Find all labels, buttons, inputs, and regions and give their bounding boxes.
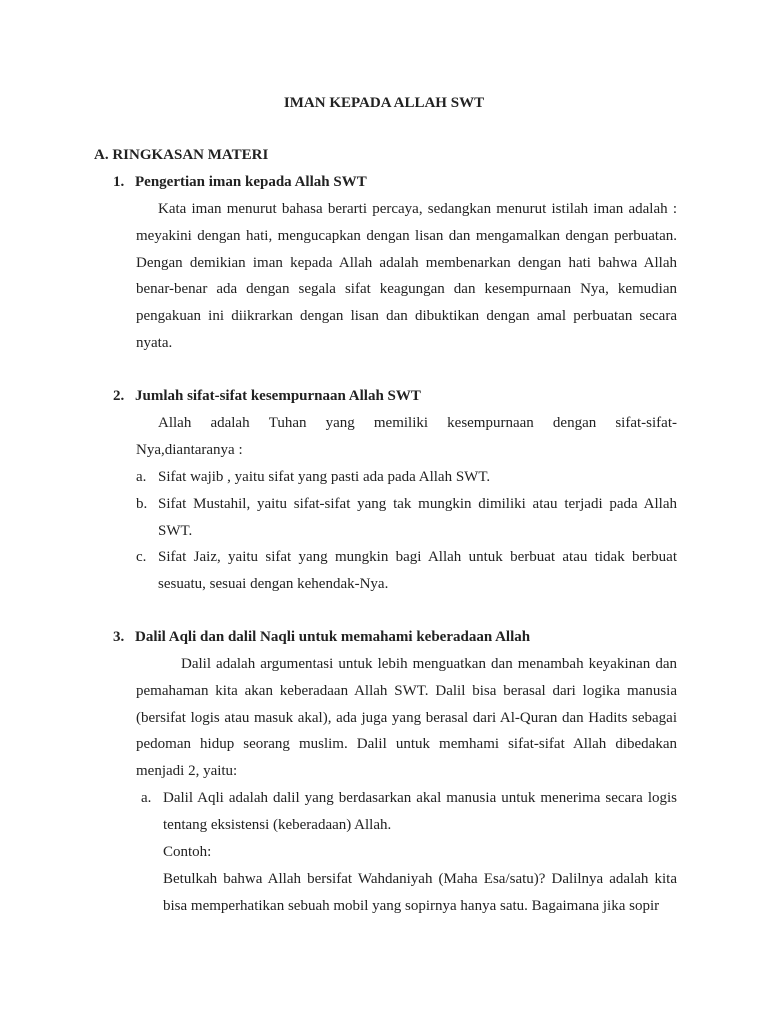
contoh-paragraph: Betulkah bahwa Allah bersifat Wahdaniyah (Maha Esa/satu)? Dalilnya adalah kita bisa memperhatikan sebuah mobil yang sopirnya hanya satu. Bagaimana jika sopir: [163, 871, 677, 914]
list-marker: a.: [141, 790, 152, 806]
subsection-heading-3: [113, 627, 678, 647]
subsection-title: Pengertian iman kepada Allah SWT: [135, 174, 367, 190]
document-title: IMAN KEPADA ALLAH SWT: [283, 95, 485, 111]
paragraph-sifat-intro: [136, 410, 677, 464]
subsection-number: 2.: [113, 388, 125, 404]
contoh-label: Contoh:: [163, 844, 212, 860]
subsection-number: 1.: [113, 174, 125, 190]
paragraph-dalil-intro: Dalil adalah argumentasi untuk lebih menguatkan dan menambah keyakinan dan pemahaman kita akan keberadaan Allah SWT. Dalil bisa berasal dari logika manusia (bersifat logis atau masuk akal), ada juga yang berasal dari Al-Quran dan Hadits sebagai pedoman hidup seorang muslim. Dalil untuk memhami sifat-sifat Allah dibedakan menjadi 2, yaitu:: [136, 656, 677, 780]
subsection-number: 3.: [113, 629, 125, 645]
subsection-title: Jumlah sifat-sifat kesempurnaan Allah SWT: [135, 388, 421, 404]
list-item-text: Dalil Aqli adalah dalil yang berdasarkan akal manusia untuk menerima secara logis tentang eksistensi (keberadaan) Allah.: [163, 790, 677, 833]
list-marker: c.: [136, 549, 147, 565]
section-heading-a: A. RINGKASAN MATERI: [94, 147, 269, 163]
list-item-dalil-aqli: [141, 785, 677, 839]
word: Tuhan: [268, 415, 307, 431]
subsection-title: Dalil Aqli dan dalil Naqli untuk memahami keberadaan Allah: [135, 629, 531, 645]
word: sifat-sifat-: [615, 415, 677, 431]
word: kesempurnaan: [447, 415, 534, 431]
word: yang: [325, 415, 355, 431]
word: adalah: [210, 415, 250, 431]
word: memiliki: [373, 415, 429, 431]
subsection-heading-2: [113, 386, 678, 406]
list-item-sifat-wajib: [136, 464, 677, 491]
word: dengan: [552, 415, 597, 431]
list-item-text: Sifat Jaiz, yaitu sifat yang mungkin bagi Allah untuk berbuat atau tidak berbuat sesuatu, sesuai dengan kehendak-Nya.: [158, 549, 677, 592]
list-marker: b.: [136, 496, 148, 512]
intro-line-2: Nya,diantaranya :: [136, 441, 243, 458]
paragraph-iman-definition: Kata iman menurut bahasa berarti percaya, sedangkan menurut istilah iman adalah : meyakini dengan hati, mengucapkan dengan lisan dan mengamalkan dengan perbuatan. Dengan demikian iman kepada Allah adalah membenarkan dengan hati bahwa Allah benar-benar ada dengan segala sifat keagungan dan kesempurnaan Nya, kemudian pengakuan ini diikrarkan dengan lisan dan dibuktikan dengan amal perbuatan secara nyata.: [136, 201, 677, 351]
intro-line-1: [136, 410, 677, 437]
list-item-sifat-jaiz: [136, 544, 677, 598]
list-marker: a.: [136, 469, 147, 485]
list-item-text: Sifat wajib , yaitu sifat yang pasti ada pada Allah SWT.: [158, 469, 491, 485]
list-item-text: Sifat Mustahil, yaitu sifat-sifat yang tak mungkin dimiliki atau terjadi pada Allah SWT.: [158, 496, 677, 539]
subsection-heading-1: [113, 172, 678, 192]
list-item-sifat-mustahil: [136, 491, 677, 545]
word: Allah: [158, 415, 192, 431]
